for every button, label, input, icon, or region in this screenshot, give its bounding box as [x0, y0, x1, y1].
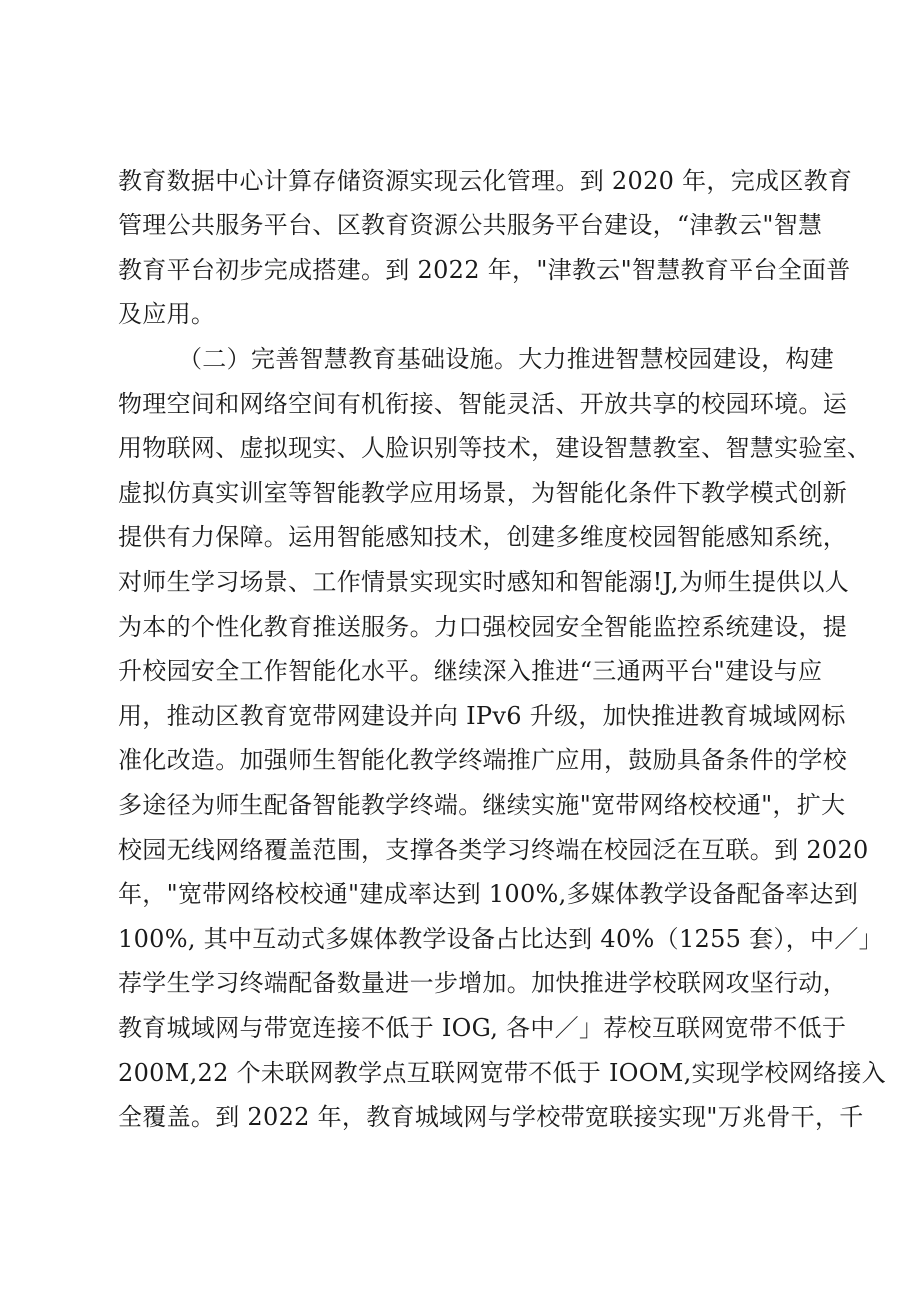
text-line: 提供有力保障。运用智能感知技术，创建多维度校园智能感知系统，	[118, 523, 847, 551]
text-line: 物理空间和网络空间有机衔接、智能灵活、开放共享的校园环境。运	[118, 390, 847, 418]
text-line: 用，推动区教育宽带网建设并向 IPv6 升级，加快推进教育城域网标	[118, 702, 846, 730]
text-line: 用物联网、虚拟现实、人脸识别等技术，建设智慧教室、智慧实验室、	[118, 434, 872, 462]
text-line: 教育平台初步完成搭建。到 2022 年，"津教云"智慧教育平台全面普	[118, 256, 851, 284]
text-line: 及应用。	[118, 300, 216, 328]
text-line: 100%, 其中互动式多媒体教学设备占比达到 40%（1255 套），中／」	[118, 925, 883, 953]
text-line: 升校园安全工作智能化水平。继续深入推进“三通两平台"建设与应	[118, 657, 823, 685]
text-line: 教育数据中心计算存储资源实现云化管理。到 2020 年，完成区教育	[118, 167, 853, 195]
text-line: 年，"宽带网络校校通"建成率达到 100%,多媒体教学设备配备率达到	[118, 880, 859, 908]
text-line: 对师生学习场景、工作情景实现实时感知和智能溺!J,为师生提供以人	[118, 568, 850, 596]
text-line: 准化改造。加强师生智能化教学终端推广应用，鼓励具备条件的学校	[118, 746, 847, 774]
text-line: 多途径为师生配备智能教学终端。继续实施"宽带网络校校通"，扩大	[118, 791, 846, 819]
text-line: 荐学生学习终端配备数量进一步增加。加快推进学校联网攻坚行动，	[118, 969, 847, 997]
text-line: 全覆盖。到 2022 年，教育城域网与学校带宽联接实现"万兆骨干，千	[118, 1103, 864, 1131]
text-line: 校园无线网络覆盖范围，支撑各类学习终端在校园泛在互联。到 2020	[118, 836, 869, 864]
text-line: 200M,22 个未联网教学点互联网宽带不低于 IOOM,实现学校网络接入	[118, 1059, 886, 1087]
text-line: 为本的个性化教育推送服务。力口强校园安全智能监控系统建设，提	[118, 613, 847, 641]
text-line: 管理公共服务平台、区教育资源公共服务平台建设，“津教云"智慧	[118, 211, 823, 239]
section-heading-line: （二）完善智慧教育基础设施。大力推进智慧校园建设，构建	[178, 345, 835, 373]
text-line: 教育城域网与带宽连接不低于 IOG, 各中／」荐校互联网宽带不低于	[118, 1014, 847, 1042]
text-line: 虚拟仿真实训室等智能教学应用场景，为智能化条件下教学模式创新	[118, 479, 847, 507]
